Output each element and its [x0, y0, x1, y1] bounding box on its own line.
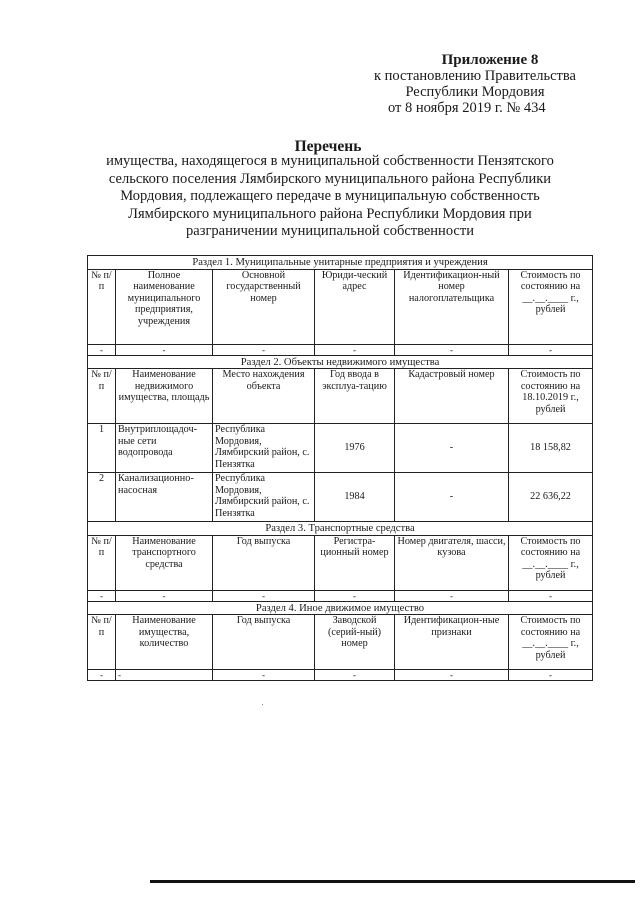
header-cell: № п/п	[88, 369, 116, 424]
bottom-scan-line	[150, 880, 635, 883]
header-cell: № п/п	[88, 535, 116, 590]
property-table	[87, 255, 593, 681]
header-cell: Заводской (серий-ный) номер	[315, 615, 395, 670]
header-cell: Идентификацион-ный номер налогоплательщика	[395, 269, 509, 344]
table-cell: -	[315, 344, 395, 355]
table-cell: Внутриплощадоч-ные сети водопровода	[116, 424, 213, 473]
table-cell: -	[509, 590, 593, 601]
table-cell: Республика Мордовия, Лямбирский район, с. Пензятка	[213, 473, 315, 522]
section-3-title: Раздел 3. Транспортные средства	[88, 522, 593, 536]
document-subtitle: имущества, находящегося в муниципальной собственности Пензятского сельского поселения Лямбирского муниципального района Республики Мордовия, подлежащего передаче в муниципальную собственность Лямбирского муниципального района Республики Мордовия при разграничении муниципальной собственности	[106, 153, 554, 239]
appendix-line-1: к постановлению Правительства	[374, 68, 576, 84]
header-cell: Номер двигателя, шасси, кузова	[395, 535, 509, 590]
table-cell: -	[509, 344, 593, 355]
table-row	[88, 670, 593, 681]
header-cell: Стоимость по состоянию на __.__.____ г., рублей	[509, 535, 593, 590]
header-cell: Идентификацион-ные признаки	[395, 615, 509, 670]
document-title: Перечень	[294, 138, 362, 155]
header-cell: Наименование недвижимого имущества, площадь	[116, 369, 213, 424]
table-row	[88, 590, 593, 601]
table-cell: -	[116, 590, 213, 601]
table-cell: -	[315, 590, 395, 601]
section-4-title: Раздел 4. Иное движимое имущество	[88, 601, 593, 615]
section-2-header-row	[88, 369, 593, 424]
table-cell: -	[213, 344, 315, 355]
table-cell: Республика Мордовия, Лямбирский район, с. Пензятка	[213, 424, 315, 473]
table-cell: -	[509, 670, 593, 681]
header-cell: № п/п	[88, 269, 116, 344]
table-cell: 1	[88, 424, 116, 473]
table-row	[88, 344, 593, 355]
section-1-header-row	[88, 269, 593, 344]
appendix-title: Приложение 8	[441, 52, 539, 68]
section-4-header-row	[88, 615, 593, 670]
table-cell: 2	[88, 473, 116, 522]
header-cell: Основной государственный номер	[213, 269, 315, 344]
table-cell: -	[213, 670, 315, 681]
header-cell: Стоимость по состоянию на 18.10.2019 г., рублей	[509, 369, 593, 424]
table-cell: 22 636,22	[509, 473, 593, 522]
table-cell: -	[315, 670, 395, 681]
header-cell: Стоимость по состоянию на __.__.____ г., рублей	[509, 615, 593, 670]
header-cell: Наименование транспортного средства	[116, 535, 213, 590]
scan-speck	[262, 704, 263, 705]
table-cell: -	[116, 670, 213, 681]
header-cell: Год ввода в эксплуа-тацию	[315, 369, 395, 424]
table-cell: -	[395, 670, 509, 681]
header-cell: Год выпуска	[213, 615, 315, 670]
table-cell: 18 158,82	[509, 424, 593, 473]
appendix-date: от 8 ноября 2019 г. № 434	[388, 100, 546, 116]
header-cell: Юриди-ческий адрес	[315, 269, 395, 344]
header-cell: Полное наименование муниципального предприятия, учреждения	[116, 269, 213, 344]
appendix-line-2: Республики Мордовия	[405, 84, 545, 100]
table-cell: 1976	[315, 424, 395, 473]
table-cell: Канализационно-насосная	[116, 473, 213, 522]
table-cell: -	[395, 473, 509, 522]
section-1-title: Раздел 1. Муниципальные унитарные предприятия и учреждения	[88, 256, 593, 270]
table-cell: -	[213, 590, 315, 601]
header-cell: № п/п	[88, 615, 116, 670]
table-cell: -	[395, 590, 509, 601]
header-cell: Стоимость по состоянию на __.__.____ г., рублей	[509, 269, 593, 344]
section-2-title: Раздел 2. Объекты недвижимого имущества	[88, 355, 593, 369]
section-3-header-row	[88, 535, 593, 590]
header-cell: Регистра-ционный номер	[315, 535, 395, 590]
header-cell: Наименование имущества, количество	[116, 615, 213, 670]
header-cell: Место нахождения объекта	[213, 369, 315, 424]
table-cell: -	[88, 590, 116, 601]
table-cell: -	[88, 670, 116, 681]
appendix-block	[360, 52, 590, 116]
table-cell: -	[395, 424, 509, 473]
table-cell: -	[395, 344, 509, 355]
table-cell: -	[88, 344, 116, 355]
table-row	[88, 473, 593, 522]
table-cell: -	[116, 344, 213, 355]
header-cell: Кадастровый номер	[395, 369, 509, 424]
table-row	[88, 424, 593, 473]
header-cell: Год выпуска	[213, 535, 315, 590]
table-cell: 1984	[315, 473, 395, 522]
